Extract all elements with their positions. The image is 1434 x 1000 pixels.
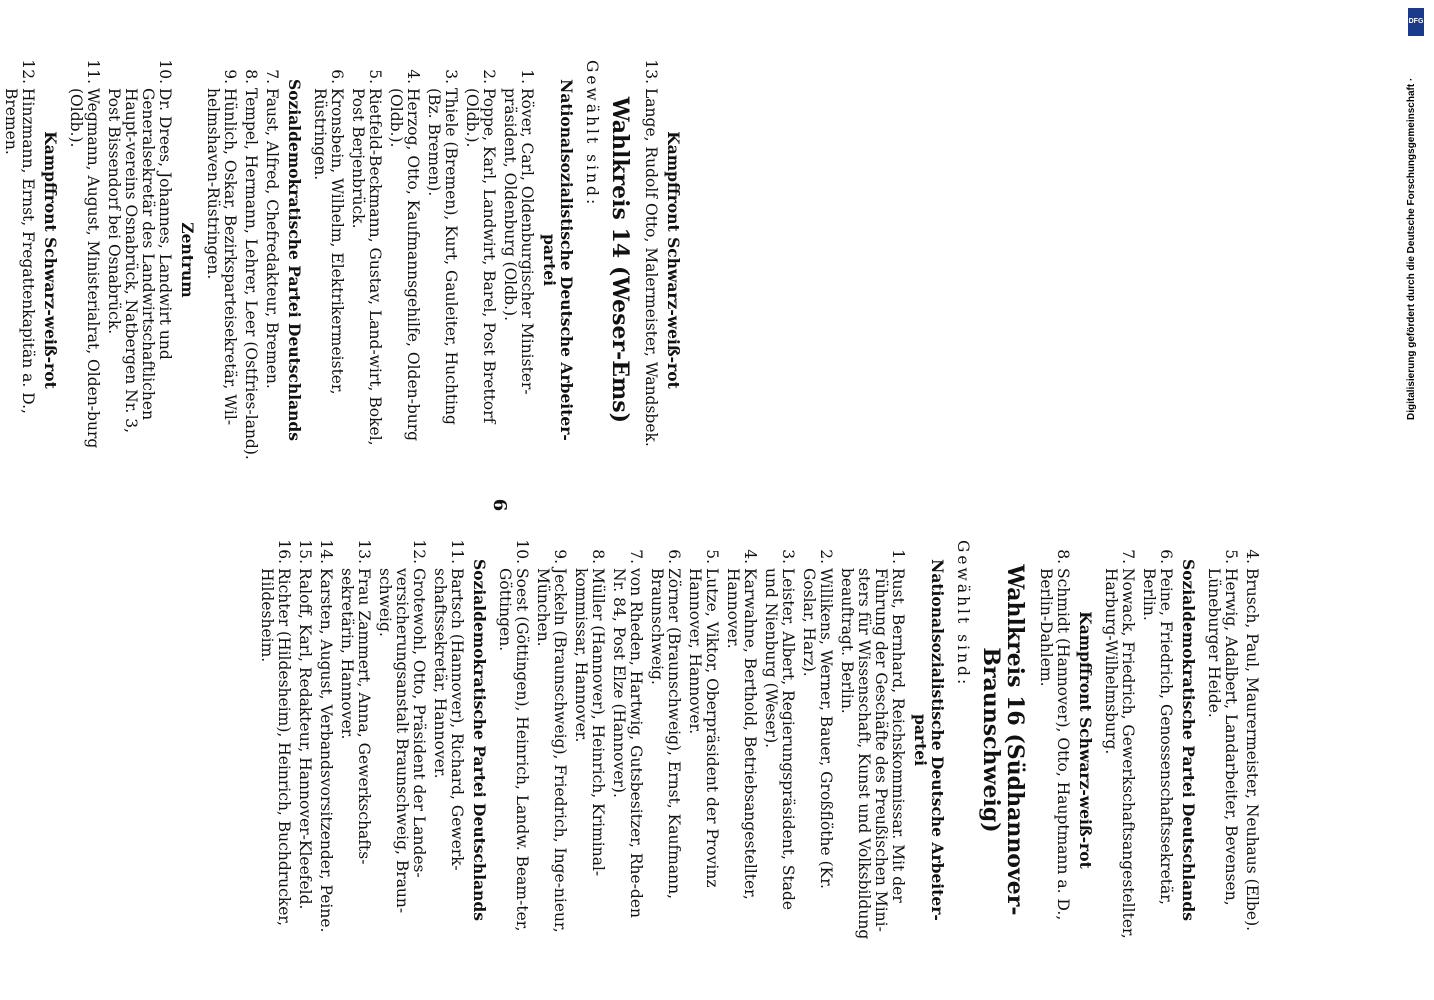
list-item: 6.Zörner (Braunschweig), Ernst, Kaufmann, Braunschweig. xyxy=(648,549,683,900)
list-item: 16.Richter (Hildesheim), Heinrich, Buchdrucker, Hildesheim. xyxy=(258,539,293,927)
list-item: 1.Rust, Bernhard, Reichskommissar. Mit der Führung der Geschäfte des Preußischen Mini-sters für Wissenschaft, Kunst und Volksbildung beauftragt. Berlin. xyxy=(838,549,907,940)
list-item: 12.Grotewohl, Otto, Präsident der Landes-versicherungsanstalt Braunschweig, Braun-schweig. xyxy=(376,539,428,914)
wahlkreis-heading: Wahlkreis 16 (Südhannover-Braunschweig) xyxy=(978,564,1028,916)
party-heading: Nationalsozialistische Deutsche Arbeiter-partei xyxy=(540,79,576,441)
list-item: 1.Röver, Carl, Oldenburgischer Minister-präsident, Oldenburg (Oldb.). xyxy=(501,69,536,395)
party-heading: Sozialdemokratische Partei Deutschlands xyxy=(470,559,489,921)
credit-text: Digitalisierung gefördert durch die Deutsche Forschungsgemeinschaft · xyxy=(1406,77,1417,420)
list-item: 4.Brusch, Paul, Maurermeister, Neuhaus (Elbe). xyxy=(1243,549,1261,932)
list-item: 4.Karwahne, Berthold, Betriebsangestellter, Hannover. xyxy=(724,549,759,900)
list-item: 3.Thiele (Bremen), Kurt, Gauleiter, Huchting (Bz. Bremen). xyxy=(425,69,460,425)
list-item: 5.Herwig, Adalbert, Landarbeiter, Bevensen, Lüneburger Heide. xyxy=(1205,549,1240,906)
party-heading: Kampffront Schwarz-weiß-rot xyxy=(41,131,60,389)
list-item: 14.Karsten, August, Verbandsvorsitzender, Peine. xyxy=(317,539,335,933)
rotated-page xyxy=(2,0,1380,1000)
list-item: 9.Jeckeln (Braunschweig), Friedrich, Inge-nieur, München. xyxy=(534,549,569,933)
list-item: 8.Schmidt (Hannover), Otto, Hauptmann a. D., Berlin-Dahlem. xyxy=(1037,549,1072,921)
list-item: 7.Faust, Alfred, Chefredakteur, Bremen. xyxy=(263,69,281,389)
list-item: 10.Dr. Drees, Johannes, Landwirt und Generalsekretär des Landwirtschaftlichen Haupt-vereins Osnabrück, Natbergen Nr. 3, Post Bissendorf bei Osnabrück. xyxy=(105,59,174,434)
list-item: 4.Herzog, Otto, Kaufmannsgehilfe, Olden-burg (Oldb.). xyxy=(387,69,422,442)
dfg-logo: DFG xyxy=(1408,8,1424,36)
list-item: 11.Wegmann, August, Ministerialrat, Olden-burg (Oldb.). xyxy=(67,59,102,449)
wahlkreis-heading: Wahlkreis 14 (Weser-Ems) xyxy=(607,96,633,424)
party-heading: Sozialdemokratische Partei Deutschlands xyxy=(285,79,304,441)
list-item: 11.Bartsch (Hannover), Richard, Gewerk-schaftssekretär, Hannover. xyxy=(431,539,466,871)
list-item: 8.Müller (Hannover), Heinrich, Kriminal-kommissar, Hannover. xyxy=(572,549,607,877)
gewaehlt-label: Gewählt sind: xyxy=(583,60,601,208)
list-item: 6.Peine, Friedrich, Genossenschaftssekretär, Berlin. xyxy=(1140,549,1175,905)
column-right xyxy=(254,540,1260,940)
party-heading: Kampffront Schwarz-weiß-rot xyxy=(664,131,683,389)
page-number: 6 xyxy=(489,498,510,512)
list-item: 6.Kronsbein, Wilhelm, Elektrikermeister, Rüstringen. xyxy=(311,69,346,395)
party-heading: Nationalsozialistische Deutsche Arbeiter-partei xyxy=(911,559,947,921)
list-item: 12.Hinzmann, Ernst, Fregattenkapitän a. D., Bremen. xyxy=(2,59,37,414)
list-item: 7.Nowack, Friedrich, Gewerkschaftsangestellter, Harburg-Wilhelmsburg. xyxy=(1102,549,1137,939)
party-heading: Kampffront Schwarz-weiß-rot xyxy=(1076,611,1095,869)
column-left xyxy=(0,60,690,460)
list-item: 3.Leister, Albert, Regierungspräsident, Stade und Nienburg (Weser). xyxy=(762,549,797,911)
list-item: 13.Lange, Rudolf Otto, Malermeister, Wandsbek. xyxy=(642,59,660,447)
list-item: 2.Poppe, Karl, Landwirt, Barel, Post Brettorf (Oldb.). xyxy=(463,69,498,424)
digitization-credit xyxy=(1406,40,1424,420)
list-item: 5.Lutze, Viktor, Oberpräsident der Provinz Hannover, Hannover. xyxy=(686,549,721,888)
list-item: 10.Soest (Göttingen), Heinrich, Landw. Beam-ter, Göttingen. xyxy=(496,539,531,932)
list-item: 8.Tempel, Hermann, Lehrer, Leer (Ostfries-land). xyxy=(242,69,260,460)
list-item: 15.Raloff, Karl, Redakteur, Hannover-Kleefeld. xyxy=(296,539,314,910)
party-heading: Sozialdemokratische Partei Deutschlands xyxy=(1179,559,1198,921)
list-item: 5.Rietfeld-Beckmann, Gustav, Land-wirt, Bokel, Post Berjenbrück. xyxy=(349,69,384,446)
list-item: 7.von Rheden, Hartwig, Gutsbesitzer, Rhe-den Nr. 84, Post Elze (Hannover). xyxy=(610,549,645,918)
list-item: 13.Frau Zammert, Anna, Gewerkschafts-sekretärin, Hannover. xyxy=(338,539,373,865)
gewaehlt-label: Gewählt sind: xyxy=(954,540,972,688)
list-item: 2.Willikens, Werner, Bauer, Großflöthe (Kr. Goslar, Harz). xyxy=(800,549,835,889)
list-item: 9.Hünlich, Oskar, Bezirksparteisekretär, Wil-helmshaven-Rüstringen. xyxy=(204,69,239,426)
party-heading: Zentrum xyxy=(178,222,197,298)
